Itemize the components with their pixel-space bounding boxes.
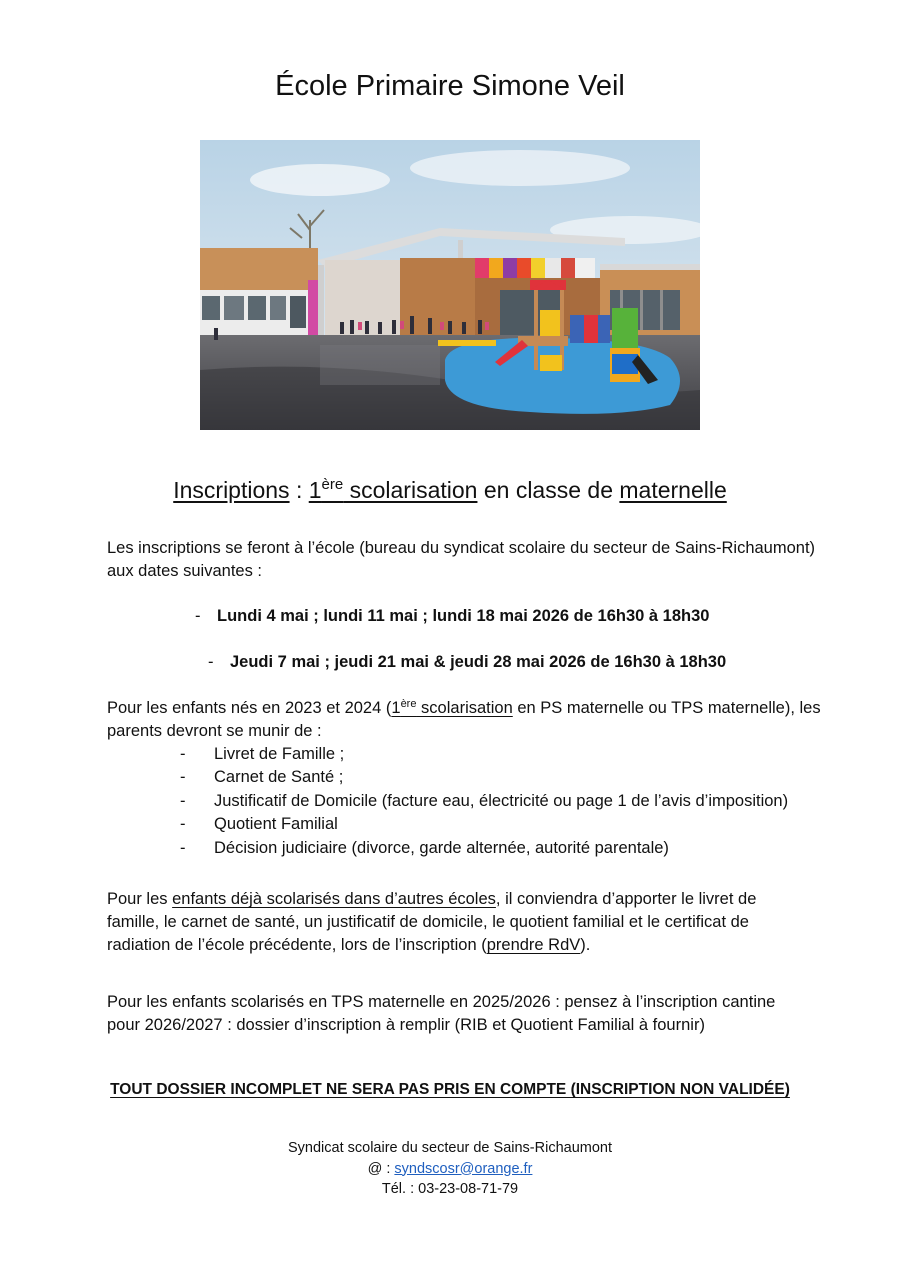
school-photo xyxy=(200,140,700,430)
appointment-link: prendre RdV xyxy=(486,936,581,954)
list-item: - Justificatif de Domicile (facture eau, électricité ou page 1 de l’avis d’imposition) xyxy=(180,791,789,810)
dash-bullet: - xyxy=(208,653,214,671)
footer-email-line: @ : syndscosr@orange.fr xyxy=(367,1160,533,1177)
requirements-paragraph: Pour les enfants nés en 2023 et 2024 (1ère scolarisation en PS maternelle ou TPS maternelle), les parents devront se munir de : xyxy=(107,698,821,740)
already-enrolled-paragraph: Pour les enfants déjà scolarisés dans d’autres écoles, il conviendra d’apporter le livret de famille, le carnet de santé, un justificatif de domicile, le quotient familial et le certificat de radiation de l’école précédente, lors de l’inscription (prendre RdV). xyxy=(107,890,757,954)
heading-colon: : xyxy=(289,477,309,503)
registration-heading xyxy=(0,473,900,507)
date-line-thursday: - Jeudi 7 mai ; jeudi 21 mai & jeudi 28 mai 2026 de 16h30 à 18h30 xyxy=(208,651,726,674)
heading-inscriptions: Inscriptions xyxy=(173,477,290,503)
footer-org: Syndicat scolaire du secteur de Sains-Richaumont xyxy=(288,1140,612,1156)
first-schooling-link: 1ère scolarisation xyxy=(391,698,513,717)
contact-footer xyxy=(0,1138,900,1200)
dash-bullet: - xyxy=(195,607,201,625)
required-documents-list xyxy=(180,743,788,860)
canteen-paragraph: Pour les enfants scolarisés en TPS maternelle en 2025/2026 : pensez à l’inscription cantine pour 2026/2027 : dossier d’inscription à remplir (RIB et Quotient Familial à fournir) xyxy=(107,993,776,1034)
list-item: - Carnet de Santé ; xyxy=(180,768,344,787)
page-title: École Primaire Simone Veil xyxy=(275,70,625,102)
email-link[interactable]: syndscosr@orange.fr xyxy=(394,1160,533,1177)
date-line-monday: - Lundi 4 mai ; lundi 11 mai ; lundi 18 mai 2026 de 16h30 à 18h30 xyxy=(195,605,709,628)
heading-first-schooling: 1ère scolarisation xyxy=(308,476,478,503)
incomplete-file-warning: TOUT DOSSIER INCOMPLET NE SERA PAS PRIS EN COMPTE (INSCRIPTION NON VALIDÉE) xyxy=(110,1081,790,1098)
already-enrolled-link: enfants déjà scolarisés dans d’autres écoles xyxy=(172,890,496,908)
list-item: - Quotient Familial xyxy=(180,815,338,834)
list-item: - Décision judiciaire (divorce, garde alternée, autorité parentale) xyxy=(180,838,669,857)
heading-middle: en classe de xyxy=(477,477,620,503)
intro-paragraph: Les inscriptions se feront à l’école (bureau du syndicat scolaire du secteur de Sains-Richaumont) aux dates suivantes : xyxy=(107,539,816,580)
footer-phone: Tél. : 03-23-08-71-79 xyxy=(381,1181,519,1197)
list-item: - Livret de Famille ; xyxy=(180,745,345,763)
heading-maternelle: maternelle xyxy=(619,477,727,503)
